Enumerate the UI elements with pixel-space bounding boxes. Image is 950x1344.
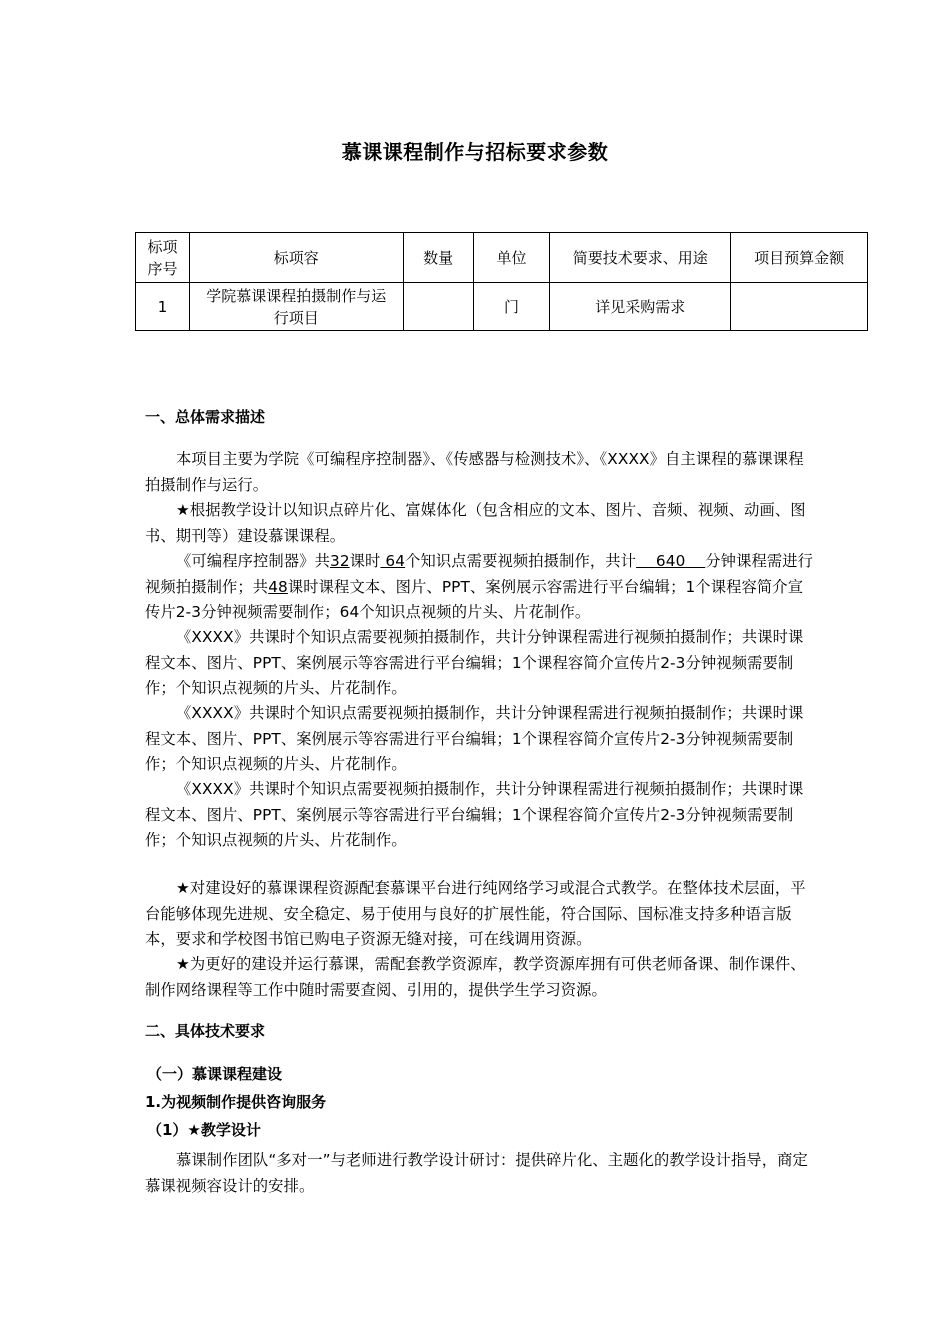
underlined-value xyxy=(380,552,405,570)
table-header-cell: 简要技术要求、用途 xyxy=(550,233,731,283)
paragraph: ★为更好的建设并运行慕课，需配套教学资源库，教学资源库拥有可供老师备课、制作课件、制作网络课程等工作中随时需要查阅、引用的，提供学生学习资源。 xyxy=(145,955,806,999)
text-run: 个知识点需要视频拍摄制作，共计 xyxy=(405,552,637,570)
bid-table xyxy=(135,232,868,331)
table-header-cell: 标项序号 xyxy=(136,233,190,283)
paragraph: 本项目主要为学院《可编程序控制器》、《传感器与检测技术》、《XXXX》自主课程的慕课课程拍摄制作与运行。 xyxy=(145,450,804,494)
table-header-cell: 单位 xyxy=(473,233,550,283)
table-cell xyxy=(731,283,868,331)
text-run: 分钟课程需进行视频拍摄制作；共 xyxy=(145,552,814,596)
paragraph xyxy=(145,549,817,626)
document-title: 慕课课程制作与招标要求参数 xyxy=(341,140,609,164)
text-run: 640 xyxy=(655,552,686,570)
paragraph: 慕课制作团队“多对一”与老师进行教学设计研讨：提供碎片化、主题化的教学设计指导，商定慕课视频容设计的安排。 xyxy=(145,1151,808,1195)
table-cell: 1 xyxy=(136,283,190,331)
table-row xyxy=(136,283,868,331)
text-run: 课时 xyxy=(349,552,381,570)
text-run: 《可编程序控制器》共 xyxy=(176,552,330,570)
underlined-value: 32 xyxy=(329,552,350,570)
paragraph: 《XXXX》共课时个知识点需要视频拍摄制作，共计分钟课程需进行视频拍摄制作；共课时课程文本、图片、PPT、案例展示等容需进行平台编辑；1个课程容简介宣传片2-3分钟视频需要制作；个知识点视频的片头、片花制作。 xyxy=(145,780,804,849)
table-header-cell: 项目预算金额 xyxy=(731,233,868,283)
paragraph: 《XXXX》共课时个知识点需要视频拍摄制作，共计分钟课程需进行视频拍摄制作；共课时课程文本、图片、PPT、案例展示等容需进行平台编辑；1个课程容简介宣传片2-3分钟视频需要制作；个知识点视频的片头、片花制作。 xyxy=(145,628,804,697)
table-cell: 详见采购需求 xyxy=(550,283,731,331)
paragraph: ★根据教学设计以知识点碎片化、富媒体化（包含相应的文本、图片、音频、视频、动画、图书、期刊等）建设慕课课程。 xyxy=(145,501,806,545)
subsection-heading: 1.为视频制作提供咨询服务 xyxy=(145,1093,327,1111)
table-header-cell: 标项容 xyxy=(189,233,403,283)
underlined-value xyxy=(636,552,705,570)
table-cell xyxy=(403,283,473,331)
table-header-cell: 数量 xyxy=(403,233,473,283)
underlined-value: 48 xyxy=(268,577,288,596)
text-run: 课时课程文本、图片、PPT、案例展示容需进行平台编辑；1个课程容简介宣传片2-3分钟视频需要制作；64个知识点视频的片头、片花制作。 xyxy=(145,577,804,621)
section-heading: 一、总体需求描述 xyxy=(145,408,266,426)
text-run: 64 xyxy=(385,552,406,570)
table-header-row xyxy=(136,233,868,283)
paragraph: ★对建设好的慕课课程资源配套慕课平台进行纯网络学习或混合式教学。在整体技术层面，平台能够体现先进规、安全稳定、易于使用与良好的扩展性能，符合国际、国标准支持多种语言版本，要求和学校图书馆已购电子资源无缝对接，可在线调用资源。 xyxy=(145,879,806,948)
paragraph: 《XXXX》共课时个知识点需要视频拍摄制作，共计分钟课程需进行视频拍摄制作；共课时课程文本、图片、PPT、案例展示等容需进行平台编辑；1个课程容简介宣传片2-3分钟视频需要制作；个知识点视频的片头、片花制作。 xyxy=(145,704,804,773)
table-cell: 门 xyxy=(473,283,550,331)
subsection-heading: （一）慕课课程建设 xyxy=(147,1065,283,1083)
section-heading: 二、具体技术要求 xyxy=(145,1022,266,1040)
table-cell: 学院慕课课程拍摄制作与运行项目 xyxy=(189,283,403,331)
subsection-heading: （1）★教学设计 xyxy=(147,1121,261,1139)
